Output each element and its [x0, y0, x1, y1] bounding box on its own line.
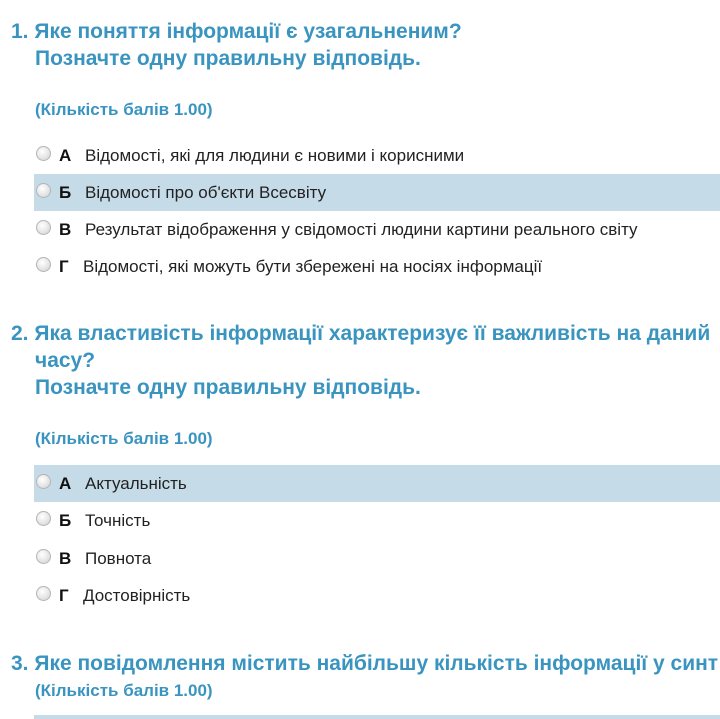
option-letter: Г [59, 586, 69, 605]
option-letter: В [59, 220, 72, 239]
option-letter: Б [59, 183, 72, 202]
radio-button[interactable] [36, 511, 51, 526]
option-text: Відомості, які можуть бути збережені на носіях інформації [83, 257, 543, 276]
question-title-line: 1. Яке поняття інформації є узагальненим? [11, 20, 462, 43]
answer-option-a[interactable] [34, 137, 720, 174]
question-title-line: 2. Яка властивість інформації характеризує її важливість на даний [11, 322, 711, 345]
question-title-line: часу? [35, 349, 96, 372]
radio-button[interactable] [36, 183, 51, 198]
answer-option-a[interactable] [34, 465, 720, 502]
option-letter: Г [59, 257, 69, 276]
question-title-line: 3. Яке повідомлення містить найбільшу кількість інформації у синт [11, 652, 719, 675]
question-title [11, 650, 718, 677]
option-text: Актуальність [85, 474, 187, 493]
answer-option-b[interactable] [34, 174, 720, 211]
radio-button[interactable] [36, 586, 51, 601]
question-points: (Кількість балів 1.00) [35, 429, 213, 448]
answer-option-g[interactable] [34, 577, 720, 614]
radio-button[interactable] [36, 146, 51, 161]
question-points: (Кількість балів 1.00) [35, 100, 213, 119]
answer-option-v[interactable] [34, 540, 720, 577]
question-points: (Кількість балів 1.00) [35, 681, 213, 700]
radio-button[interactable] [36, 257, 51, 272]
option-text: Відомості про об'єкти Всесвіту [85, 183, 327, 202]
answer-option-b[interactable] [34, 502, 720, 539]
option-letter: Б [59, 511, 72, 530]
answer-option-g[interactable] [34, 248, 720, 285]
option-row-edge [34, 715, 720, 719]
option-letter: А [59, 146, 72, 165]
option-text: Достовірність [83, 586, 191, 605]
radio-button[interactable] [36, 549, 51, 564]
radio-button[interactable] [36, 220, 51, 235]
option-text: Повнота [85, 549, 152, 568]
question-instruction: Позначте одну правильну відповідь. [35, 376, 421, 399]
option-letter: А [59, 474, 72, 493]
question-title [11, 320, 710, 401]
option-text: Результат відображення у свідомості людини картини реального світу [85, 220, 638, 239]
question-title [11, 18, 462, 72]
option-text: Точність [85, 511, 151, 530]
option-letter: В [59, 549, 72, 568]
radio-button[interactable] [36, 474, 51, 489]
option-text: Відомості, які для людини є новими і корисними [85, 146, 465, 165]
answer-option-v[interactable] [34, 211, 720, 248]
question-instruction: Позначте одну правильну відповідь. [35, 47, 421, 70]
